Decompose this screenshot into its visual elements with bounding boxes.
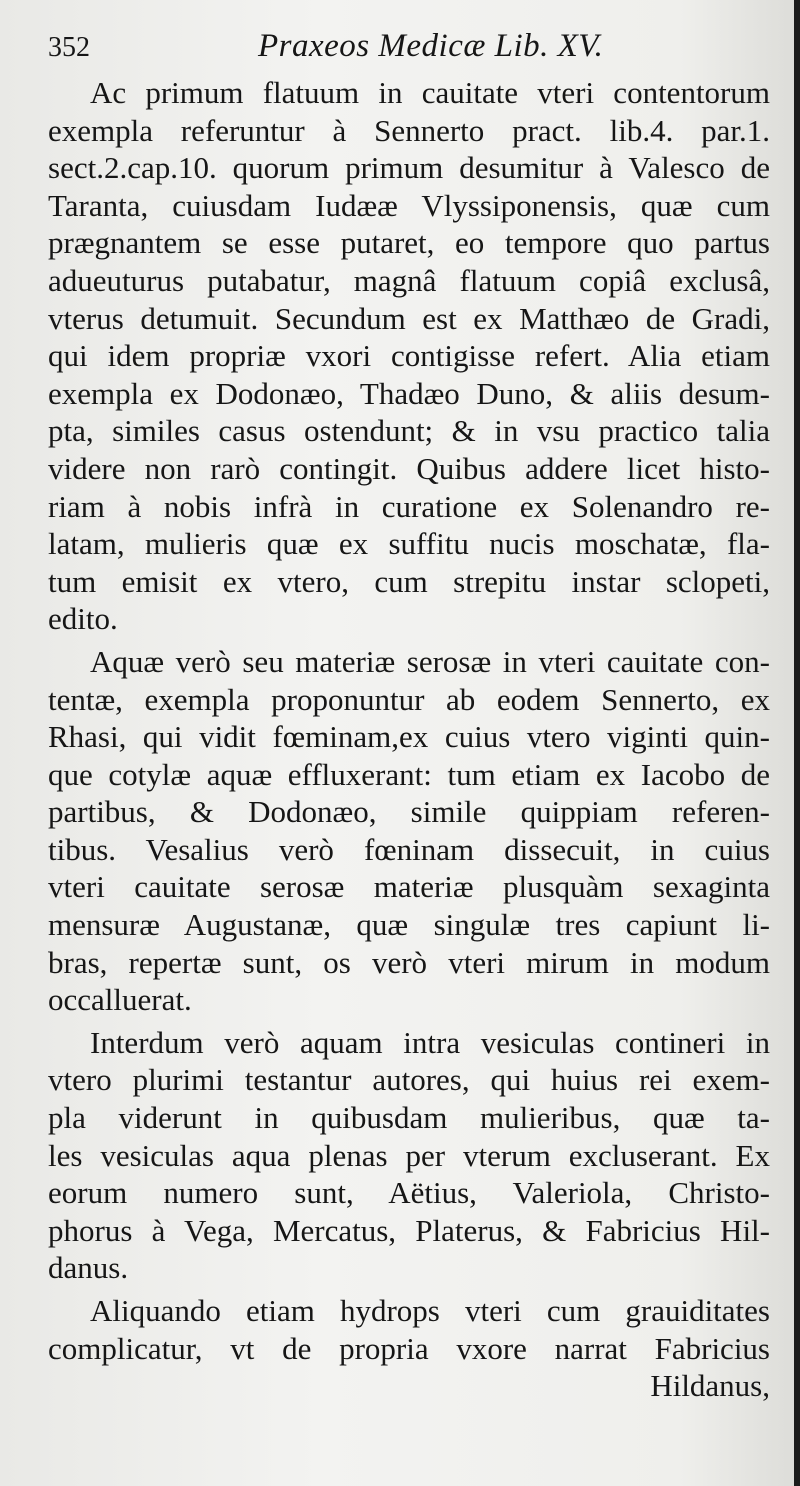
text-line: Taranta, cuiusdam Iudææ Vlyssiponensis, quæ cum [48,187,770,223]
paragraph [48,1024,770,1287]
text-line: bras, repertæ sunt, os verò vteri mirum in modum [48,944,770,980]
page-edge-shadow [794,0,800,1486]
text-line: tentæ, exempla proponuntur ab eodem Sennerto, ex [48,681,770,717]
text-line: vterus detumuit. Secundum est ex Matthæo de Gradi, [48,300,770,336]
text-line: videre non rarò contingit. Quibus addere licet histo- [48,450,770,486]
text-line: edito. [48,601,118,637]
text-line: Aliquando etiam hydrops vteri cum grauiditates [90,1293,770,1328]
text-line: danus. [48,1250,129,1286]
text-line: les vesiculas aqua plenas per vterum excluserant. Ex [48,1137,770,1173]
text-line: vteri cauitate serosæ materiæ plusquàm sexaginta [48,869,770,905]
text-line: complicatur, vt de propria vxore narrat Fabricius [48,1330,770,1366]
running-head: Praxeos Medicæ Lib. XV. [258,28,604,64]
text-line: Rhasi, qui vidit fœminam,ex cuius vtero viginti quin- [48,719,770,755]
text-line: eorum numero sunt, Aëtius, Valeriola, Christo- [48,1175,770,1211]
text-line: phorus à Vega, Mercatus, Platerus, & Fabricius Hil- [48,1212,770,1248]
paragraph [48,1292,770,1367]
text-line: vtero plurimi testantur autores, qui huius rei exem- [48,1062,770,1098]
text-line: pta, similes casus ostendunt; & in vsu practico talia [48,413,770,449]
text-line: tibus. Vesalius verò fœninam dissecuit, in cuius [48,831,770,867]
body-text [48,74,770,1367]
text-line: Ac primum flatuum in cauitate vteri contentorum [90,75,770,110]
text-line: exempla ex Dodonæo, Thadæo Duno, & aliis desum- [48,375,770,411]
text-line: pla viderunt in quibusdam mulieribus, quæ ta- [48,1100,770,1136]
page-number: 352 [48,32,90,63]
paragraph [48,643,770,1019]
text-line: latam, mulieris quæ ex suffitu nucis moschatæ, fla- [48,526,770,562]
text-line: sect.2.cap.10. quorum primum desumitur à Valesco de [48,150,770,186]
text-line: prægnantem se esse putaret, eo tempore quo partus [48,225,770,261]
text-line: riam à nobis infrà in curatione ex Solenandro re- [48,488,770,524]
text-line: qui idem propriæ vxori contigisse refert. Alia etiam [48,338,770,374]
text-line: exempla referuntur à Sennerto pract. lib.4. par.1. [48,112,770,148]
text-line: partibus, & Dodonæo, simile quippiam referen- [48,794,770,830]
text-line: tum emisit ex vtero, cum strepitu instar sclopeti, [48,563,770,599]
page-header [48,28,770,72]
text-line: Interdum verò aquam intra vesiculas contineri in [90,1024,770,1060]
text-line: que cotylæ aquæ effluxerant: tum etiam ex Iacobo de [48,756,770,792]
text-line: Aquæ verò seu materiæ serosæ in vteri cauitate con- [90,643,770,679]
catchword: Hildanus, [650,1368,770,1404]
text-line: adueuturus putabatur, magnâ flatuum copiâ exclusâ, [48,262,770,298]
text-line: occalluerat. [48,982,192,1018]
paragraph [48,74,770,638]
text-line: mensuræ Augustanæ, quæ singulæ tres capiunt li- [48,907,770,943]
